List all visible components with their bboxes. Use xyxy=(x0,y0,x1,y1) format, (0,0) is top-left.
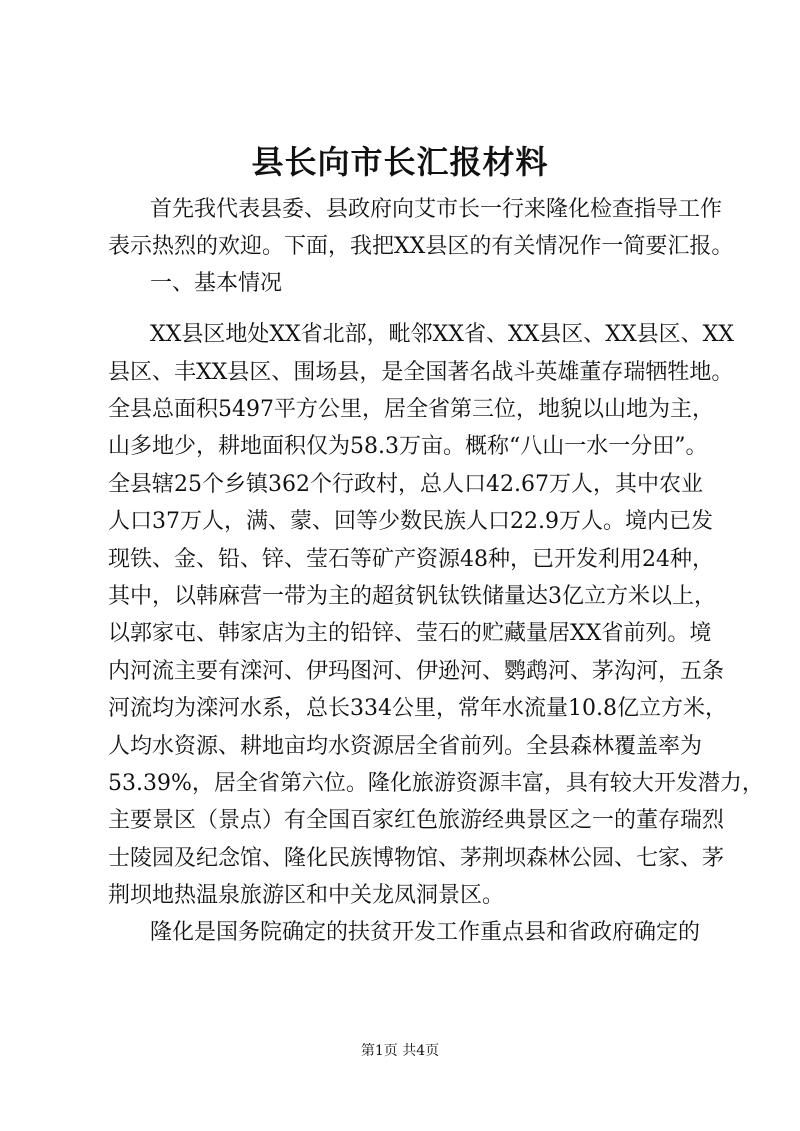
text-line-9: 人口37万人，满、蒙、回等少数民族人口22.9万人。境内已发 xyxy=(108,509,713,534)
text-line-20: 隆化是国务院确定的扶贫开发工作重点县和省政府确定的 xyxy=(150,920,701,945)
text-line-13: 内河流主要有滦河、伊玛图河、伊逊河、鹦鹉河、茅沟河，五条 xyxy=(108,659,725,684)
text-line-5: 县区、丰XX县区、围场县，是全国著名战斗英雄董存瑞牺牲地。 xyxy=(108,360,734,385)
text-line-11: 其中，以韩麻营一带为主的超贫钒钛铁储量达3亿立方米以上， xyxy=(108,584,716,609)
text-line-8: 全县辖25个乡镇362个行政村，总人口42.67万人，其中农业 xyxy=(108,472,703,497)
text-line-4: XX县区地处XX省北部，毗邻XX省、XX县区、XX县区、XX xyxy=(150,322,734,347)
text-line-15: 人均水资源、耕地亩均水资源居全省前列。全县森林覆盖率为 xyxy=(108,734,703,759)
text-line-16: 53.39%，居全省第六位。隆化旅游资源丰富，具有较大开发潜力， xyxy=(108,771,764,796)
text-line-7: 山多地少，耕地面积仅为58.3万亩。概称“八山一水一分田”。 xyxy=(108,434,708,459)
text-line-18: 士陵园及纪念馆、隆化民族博物馆、茅荆坝森林公园、七家、茅 xyxy=(108,846,725,871)
page-number-footer: 第1页 共4页 xyxy=(360,1043,440,1059)
document-title: 县长向市长汇报材料 xyxy=(251,143,549,181)
text-line-19: 荆坝地热温泉旅游区和中关龙凤洞景区。 xyxy=(108,883,505,908)
text-line-2: 表示热烈的欢迎。下面，我把XX县区的有关情况作一简要汇报。 xyxy=(108,234,734,259)
text-line-12: 以郭家屯、韩家店为主的铅锌、莹石的贮藏量居XX省前列。境 xyxy=(108,621,712,646)
text-line-14: 河流均为滦河水系，总长334公里，常年水流量10.8亿立方米， xyxy=(108,696,727,721)
text-line-6: 全县总面积5497平方公里，居全省第三位，地貌以山地为主， xyxy=(108,397,714,422)
text-line-10: 现铁、金、铅、锌、莹石等矿产资源48种，已开发利用24种， xyxy=(108,547,714,572)
text-line-1: 首先我代表县委、县政府向艾市长一行来隆化检查指导工作 xyxy=(150,197,723,222)
section-heading-basic: 一、基本情况 xyxy=(150,271,283,296)
text-line-17: 主要景区（景点）有全国百家红色旅游经典景区之一的董存瑞烈 xyxy=(108,808,725,833)
